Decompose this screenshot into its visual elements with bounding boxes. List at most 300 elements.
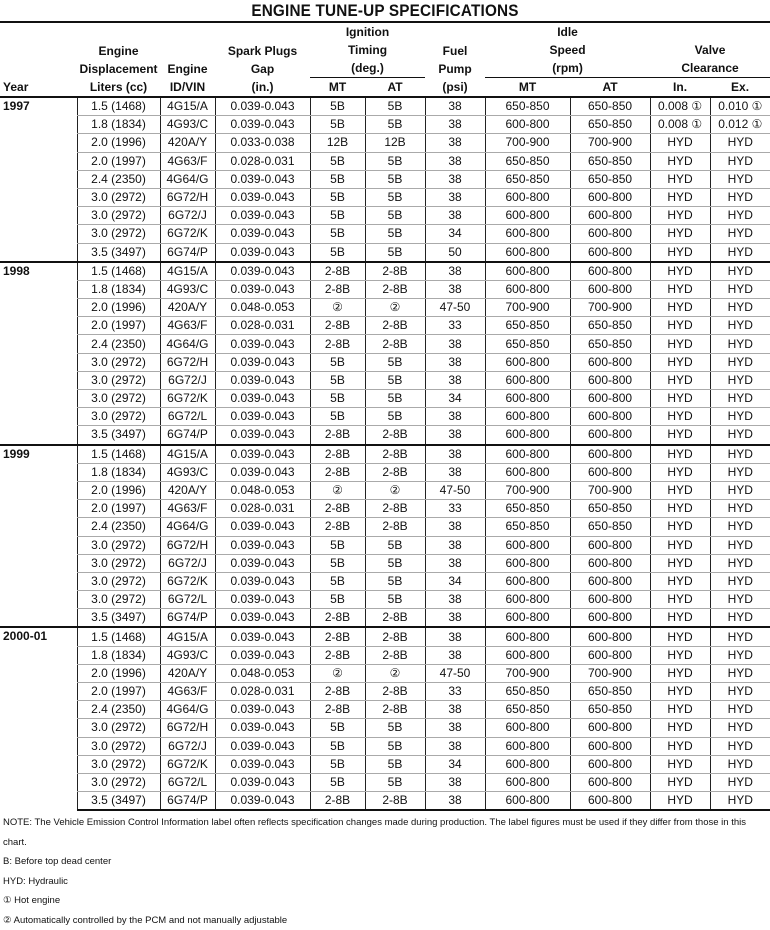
table-row	[0, 225, 770, 243]
engine-id-cell: 6G72/H	[160, 536, 215, 554]
spark-gap-cell: 0.039-0.043	[215, 243, 310, 262]
table-row	[0, 371, 770, 389]
engine-id-cell: 4G63/F	[160, 317, 215, 335]
displacement-cell: 3.0 (2972)	[77, 390, 160, 408]
timing-at-cell: 5B	[365, 225, 425, 243]
valve-in-cell: HYD	[650, 408, 710, 426]
year-cell: 1997	[0, 97, 77, 262]
idle-at-cell: 600-800	[570, 445, 650, 464]
displacement-cell: 1.5 (1468)	[77, 262, 160, 281]
valve-in-cell: HYD	[650, 299, 710, 317]
engine-id-cell: 6G72/L	[160, 591, 215, 609]
valve-ex-cell: HYD	[710, 554, 770, 572]
engine-id-cell: 4G64/G	[160, 170, 215, 188]
idle-at-cell: 600-800	[570, 262, 650, 281]
valve-ex-cell: HYD	[710, 426, 770, 445]
idle-mt-cell: 650-850	[485, 500, 570, 518]
idle-mt-cell: 600-800	[485, 390, 570, 408]
displacement-cell: 3.0 (2972)	[77, 536, 160, 554]
table-row	[0, 170, 770, 188]
timing-mt-cell: ②	[310, 481, 365, 499]
idle-mt-cell: 650-850	[485, 518, 570, 536]
timing-at-cell: 5B	[365, 188, 425, 206]
engine-id-cell: 6G74/P	[160, 426, 215, 445]
idle-mt-cell: 600-800	[485, 262, 570, 281]
valve-ex-cell: HYD	[710, 408, 770, 426]
idle-at-cell: 600-800	[570, 390, 650, 408]
fuel-pump-cell: 47-50	[425, 299, 485, 317]
fuel-pump-cell: 38	[425, 609, 485, 628]
table-row	[0, 262, 770, 281]
engine-id-cell: 6G72/J	[160, 554, 215, 572]
timing-at-cell: 5B	[365, 755, 425, 773]
spark-gap-cell: 0.039-0.043	[215, 97, 310, 116]
idle-mt-cell: 600-800	[485, 773, 570, 791]
displacement-cell: 1.8 (1834)	[77, 116, 160, 134]
valve-in-cell: HYD	[650, 683, 710, 701]
idle-mt-cell: 600-800	[485, 737, 570, 755]
fuel-pump-cell: 38	[425, 591, 485, 609]
spark-gap-cell: 0.039-0.043	[215, 262, 310, 281]
displacement-cell: 2.0 (1996)	[77, 664, 160, 682]
spark-gap-cell: 0.039-0.043	[215, 207, 310, 225]
displacement-cell: 3.0 (2972)	[77, 207, 160, 225]
timing-at-cell: 2-8B	[365, 792, 425, 811]
valve-in-cell: HYD	[650, 317, 710, 335]
fuel-pump-cell: 33	[425, 500, 485, 518]
valve-ex-cell: HYD	[710, 737, 770, 755]
table-row	[0, 591, 770, 609]
valve-in-cell: HYD	[650, 591, 710, 609]
displacement-cell: 1.5 (1468)	[77, 627, 160, 646]
displacement-cell: 3.0 (2972)	[77, 554, 160, 572]
spark-gap-cell: 0.039-0.043	[215, 792, 310, 811]
engine-id-cell: 6G72/J	[160, 371, 215, 389]
idle-mt-cell: 600-800	[485, 445, 570, 464]
idle-mt-cell: 600-800	[485, 792, 570, 811]
valve-ex-cell: HYD	[710, 518, 770, 536]
timing-mt-cell: 5B	[310, 225, 365, 243]
table-row	[0, 719, 770, 737]
fuel-pump-cell: 34	[425, 755, 485, 773]
displacement-cell: 3.0 (2972)	[77, 737, 160, 755]
fuel-pump-cell: 47-50	[425, 664, 485, 682]
fuel-pump-cell: 38	[425, 408, 485, 426]
fuel-pump-cell: 38	[425, 737, 485, 755]
valve-ex-cell: HYD	[710, 371, 770, 389]
valve-ex-cell: 0.012 ①	[710, 116, 770, 134]
displacement-cell: 3.0 (2972)	[77, 371, 160, 389]
valve-in-cell: HYD	[650, 792, 710, 811]
fuel-pump-cell: 38	[425, 792, 485, 811]
timing-mt-cell: 5B	[310, 371, 365, 389]
valve-in-cell: HYD	[650, 664, 710, 682]
idle-mt-cell: 600-800	[485, 463, 570, 481]
displacement-cell: 3.0 (2972)	[77, 225, 160, 243]
spark-gap-cell: 0.039-0.043	[215, 463, 310, 481]
idle-mt-cell: 700-900	[485, 481, 570, 499]
displacement-cell: 2.0 (1997)	[77, 500, 160, 518]
table-row	[0, 207, 770, 225]
timing-at-cell: 2-8B	[365, 701, 425, 719]
valve-ex-cell: HYD	[710, 317, 770, 335]
displacement-cell: 3.0 (2972)	[77, 719, 160, 737]
page-title: ENGINE TUNE-UP SPECIFICATIONS	[251, 1, 519, 20]
timing-mt-cell: 5B	[310, 554, 365, 572]
spark-gap-cell: 0.039-0.043	[215, 445, 310, 464]
timing-at-cell: 2-8B	[365, 683, 425, 701]
spark-gap-cell: 0.039-0.043	[215, 371, 310, 389]
idle-at-cell: 600-800	[570, 554, 650, 572]
idle-mt-cell: 650-850	[485, 335, 570, 353]
idle-mt-cell: 600-800	[485, 719, 570, 737]
spark-gap-cell: 0.039-0.043	[215, 646, 310, 664]
idle-at-cell: 600-800	[570, 371, 650, 389]
valve-in-cell: HYD	[650, 280, 710, 298]
idle-mt-cell: 600-800	[485, 408, 570, 426]
fuel-pump-cell: 47-50	[425, 481, 485, 499]
fuel-pump-cell: 33	[425, 317, 485, 335]
timing-at-cell: 5B	[365, 371, 425, 389]
table-row	[0, 152, 770, 170]
idle-at-cell: 650-850	[570, 683, 650, 701]
valve-in-cell: HYD	[650, 719, 710, 737]
idle-at-cell: 650-850	[570, 701, 650, 719]
idle-at-cell: 600-800	[570, 463, 650, 481]
valve-in-cell: HYD	[650, 646, 710, 664]
idle-mt-cell: 600-800	[485, 116, 570, 134]
displacement-cell: 2.0 (1996)	[77, 299, 160, 317]
note-general: NOTE: The Vehicle Emission Control Information label often reflects specification changes made during production. The label figures must be used if they differ from those in this chart.	[3, 817, 746, 848]
idle-mt-cell: 600-800	[485, 572, 570, 590]
idle-at-cell: 600-800	[570, 188, 650, 206]
displacement-cell: 3.5 (3497)	[77, 426, 160, 445]
displacement-cell: 2.4 (2350)	[77, 701, 160, 719]
idle-at-cell: 650-850	[570, 116, 650, 134]
table-row	[0, 773, 770, 791]
spark-gap-cell: 0.048-0.053	[215, 299, 310, 317]
spark-gap-cell: 0.048-0.053	[215, 664, 310, 682]
displacement-cell: 3.0 (2972)	[77, 188, 160, 206]
table-row	[0, 518, 770, 536]
displacement-cell: 3.0 (2972)	[77, 572, 160, 590]
displacement-cell: 3.0 (2972)	[77, 755, 160, 773]
timing-mt-cell: 2-8B	[310, 280, 365, 298]
valve-ex-cell: HYD	[710, 207, 770, 225]
idle-at-cell: 700-900	[570, 299, 650, 317]
idle-at-cell: 600-800	[570, 536, 650, 554]
timing-at-cell: 2-8B	[365, 646, 425, 664]
table-row	[0, 299, 770, 317]
timing-mt-cell: 2-8B	[310, 609, 365, 628]
idle-at-cell: 600-800	[570, 773, 650, 791]
timing-mt-cell: 5B	[310, 353, 365, 371]
header-gap: Spark Plugs Gap (in.)	[215, 23, 310, 97]
engine-id-cell: 4G93/C	[160, 463, 215, 481]
header-valve-ex: Ex.	[710, 78, 770, 98]
table-row	[0, 335, 770, 353]
valve-ex-cell: HYD	[710, 134, 770, 152]
header-idle-mt: MT	[485, 78, 570, 98]
engine-id-cell: 6G72/J	[160, 737, 215, 755]
engine-id-cell: 6G72/K	[160, 572, 215, 590]
year-cell: 2000-01	[0, 627, 77, 810]
engine-id-cell: 6G72/L	[160, 773, 215, 791]
fuel-pump-cell: 38	[425, 773, 485, 791]
timing-mt-cell: 2-8B	[310, 500, 365, 518]
fuel-pump-cell: 38	[425, 719, 485, 737]
idle-at-cell: 600-800	[570, 426, 650, 445]
spark-gap-cell: 0.039-0.043	[215, 737, 310, 755]
engine-id-cell: 4G15/A	[160, 97, 215, 116]
displacement-cell: 3.0 (2972)	[77, 353, 160, 371]
timing-mt-cell: 2-8B	[310, 627, 365, 646]
idle-at-cell: 600-800	[570, 627, 650, 646]
timing-at-cell: ②	[365, 664, 425, 682]
timing-at-cell: 2-8B	[365, 518, 425, 536]
note-pcm: ② Automatically controlled by the PCM and not manually adjustable	[3, 914, 288, 926]
idle-mt-cell: 600-800	[485, 353, 570, 371]
timing-at-cell: 5B	[365, 536, 425, 554]
idle-at-cell: 650-850	[570, 152, 650, 170]
valve-ex-cell: HYD	[710, 646, 770, 664]
timing-mt-cell: 2-8B	[310, 445, 365, 464]
idle-at-cell: 700-900	[570, 481, 650, 499]
valve-in-cell: HYD	[650, 426, 710, 445]
idle-mt-cell: 600-800	[485, 207, 570, 225]
timing-at-cell: 2-8B	[365, 317, 425, 335]
table-row	[0, 554, 770, 572]
timing-at-cell: 5B	[365, 243, 425, 262]
timing-mt-cell: 5B	[310, 773, 365, 791]
fuel-pump-cell: 38	[425, 170, 485, 188]
engine-id-cell: 6G72/H	[160, 719, 215, 737]
valve-in-cell: HYD	[650, 572, 710, 590]
idle-mt-cell: 600-800	[485, 554, 570, 572]
fuel-pump-cell: 38	[425, 134, 485, 152]
valve-in-cell: HYD	[650, 134, 710, 152]
valve-in-cell: HYD	[650, 737, 710, 755]
fuel-pump-cell: 38	[425, 280, 485, 298]
valve-ex-cell: HYD	[710, 500, 770, 518]
table-row	[0, 390, 770, 408]
idle-mt-cell: 700-900	[485, 134, 570, 152]
displacement-cell: 3.0 (2972)	[77, 773, 160, 791]
valve-in-cell: HYD	[650, 188, 710, 206]
engine-id-cell: 420A/Y	[160, 134, 215, 152]
valve-in-cell: HYD	[650, 225, 710, 243]
timing-at-cell: 5B	[365, 408, 425, 426]
timing-mt-cell: 5B	[310, 719, 365, 737]
timing-mt-cell: 2-8B	[310, 683, 365, 701]
valve-in-cell: HYD	[650, 445, 710, 464]
timing-mt-cell: 2-8B	[310, 463, 365, 481]
timing-mt-cell: 5B	[310, 408, 365, 426]
fuel-pump-cell: 33	[425, 683, 485, 701]
idle-at-cell: 600-800	[570, 792, 650, 811]
spark-gap-cell: 0.039-0.043	[215, 701, 310, 719]
idle-mt-cell: 600-800	[485, 243, 570, 262]
valve-ex-cell: HYD	[710, 225, 770, 243]
spark-gap-cell: 0.039-0.043	[215, 390, 310, 408]
idle-at-cell: 650-850	[570, 500, 650, 518]
timing-at-cell: 5B	[365, 773, 425, 791]
engine-id-cell: 4G63/F	[160, 152, 215, 170]
displacement-cell: 3.5 (3497)	[77, 609, 160, 628]
idle-at-cell: 600-800	[570, 737, 650, 755]
fuel-pump-cell: 38	[425, 554, 485, 572]
valve-in-cell: HYD	[650, 701, 710, 719]
spark-gap-cell: 0.039-0.043	[215, 170, 310, 188]
table-row	[0, 97, 770, 116]
timing-mt-cell: 2-8B	[310, 317, 365, 335]
valve-in-cell: HYD	[650, 353, 710, 371]
note-b: B: Before top dead center	[3, 856, 112, 868]
timing-at-cell: 2-8B	[365, 426, 425, 445]
note-hyd: HYD: Hydraulic	[3, 875, 68, 887]
idle-mt-cell: 650-850	[485, 170, 570, 188]
fuel-pump-cell: 38	[425, 445, 485, 464]
idle-mt-cell: 600-800	[485, 591, 570, 609]
fuel-pump-cell: 38	[425, 536, 485, 554]
valve-ex-cell: HYD	[710, 719, 770, 737]
idle-at-cell: 600-800	[570, 609, 650, 628]
table-row	[0, 481, 770, 499]
engine-id-cell: 420A/Y	[160, 481, 215, 499]
timing-mt-cell: 2-8B	[310, 335, 365, 353]
idle-at-cell: 650-850	[570, 170, 650, 188]
timing-mt-cell: 5B	[310, 207, 365, 225]
valve-ex-cell: HYD	[710, 280, 770, 298]
engine-id-cell: 6G72/K	[160, 390, 215, 408]
idle-mt-cell: 600-800	[485, 371, 570, 389]
header-valve-in: In.	[650, 78, 710, 98]
table-row	[0, 627, 770, 646]
table-row	[0, 243, 770, 262]
timing-at-cell: 2-8B	[365, 280, 425, 298]
valve-ex-cell: HYD	[710, 627, 770, 646]
spark-gap-cell: 0.039-0.043	[215, 627, 310, 646]
spark-gap-cell: 0.039-0.043	[215, 536, 310, 554]
spark-gap-cell: 0.039-0.043	[215, 609, 310, 628]
idle-at-cell: 600-800	[570, 225, 650, 243]
timing-at-cell: 2-8B	[365, 445, 425, 464]
engine-id-cell: 4G64/G	[160, 335, 215, 353]
valve-in-cell: HYD	[650, 335, 710, 353]
displacement-cell: 1.8 (1834)	[77, 280, 160, 298]
idle-mt-cell: 600-800	[485, 188, 570, 206]
spark-gap-cell: 0.039-0.043	[215, 225, 310, 243]
valve-ex-cell: HYD	[710, 188, 770, 206]
displacement-cell: 3.5 (3497)	[77, 792, 160, 811]
table-row	[0, 536, 770, 554]
engine-id-cell: 4G93/C	[160, 280, 215, 298]
valve-ex-cell: HYD	[710, 152, 770, 170]
spark-gap-cell: 0.033-0.038	[215, 134, 310, 152]
spark-gap-cell: 0.028-0.031	[215, 500, 310, 518]
idle-at-cell: 600-800	[570, 591, 650, 609]
displacement-cell: 2.4 (2350)	[77, 335, 160, 353]
timing-at-cell: ②	[365, 299, 425, 317]
timing-mt-cell: 12B	[310, 134, 365, 152]
timing-at-cell: 5B	[365, 170, 425, 188]
table-row	[0, 646, 770, 664]
valve-in-cell: HYD	[650, 243, 710, 262]
engine-id-cell: 6G74/P	[160, 243, 215, 262]
spark-gap-cell: 0.039-0.043	[215, 554, 310, 572]
valve-ex-cell: HYD	[710, 262, 770, 281]
table-row	[0, 426, 770, 445]
table-row	[0, 317, 770, 335]
idle-mt-cell: 600-800	[485, 280, 570, 298]
engine-id-cell: 4G15/A	[160, 445, 215, 464]
fuel-pump-cell: 34	[425, 572, 485, 590]
timing-at-cell: 5B	[365, 207, 425, 225]
idle-mt-cell: 600-800	[485, 755, 570, 773]
valve-in-cell: HYD	[650, 609, 710, 628]
timing-at-cell: ②	[365, 481, 425, 499]
spark-gap-cell: 0.039-0.043	[215, 188, 310, 206]
valve-ex-cell: HYD	[710, 170, 770, 188]
timing-mt-cell: 5B	[310, 737, 365, 755]
valve-ex-cell: HYD	[710, 591, 770, 609]
displacement-cell: 2.4 (2350)	[77, 170, 160, 188]
engine-id-cell: 4G63/F	[160, 683, 215, 701]
valve-in-cell: HYD	[650, 755, 710, 773]
table-row	[0, 683, 770, 701]
header-timing-at: AT	[365, 78, 425, 98]
idle-mt-cell: 700-900	[485, 299, 570, 317]
table-row	[0, 353, 770, 371]
engine-id-cell: 6G72/L	[160, 408, 215, 426]
spec-table	[0, 23, 770, 811]
engine-id-cell: 6G74/P	[160, 792, 215, 811]
valve-ex-cell: HYD	[710, 353, 770, 371]
year-cell: 1998	[0, 262, 77, 445]
timing-mt-cell: 5B	[310, 152, 365, 170]
valve-ex-cell: HYD	[710, 463, 770, 481]
table-row	[0, 134, 770, 152]
displacement-cell: 2.4 (2350)	[77, 518, 160, 536]
timing-mt-cell: 5B	[310, 170, 365, 188]
timing-mt-cell: 5B	[310, 591, 365, 609]
timing-mt-cell: 5B	[310, 116, 365, 134]
fuel-pump-cell: 38	[425, 207, 485, 225]
timing-at-cell: 2-8B	[365, 609, 425, 628]
idle-at-cell: 600-800	[570, 280, 650, 298]
spark-gap-cell: 0.048-0.053	[215, 481, 310, 499]
displacement-cell: 1.5 (1468)	[77, 97, 160, 116]
idle-at-cell: 600-800	[570, 719, 650, 737]
fuel-pump-cell: 38	[425, 518, 485, 536]
idle-mt-cell: 650-850	[485, 97, 570, 116]
table-row	[0, 188, 770, 206]
header-timing: Ignition Timing (deg.)	[345, 25, 390, 75]
fuel-pump-cell: 38	[425, 353, 485, 371]
idle-mt-cell: 650-850	[485, 683, 570, 701]
fuel-pump-cell: 38	[425, 188, 485, 206]
engine-id-cell: 6G74/P	[160, 609, 215, 628]
engine-id-cell: 4G93/C	[160, 116, 215, 134]
header-engine: Engine ID/VIN	[160, 23, 215, 97]
fuel-pump-cell: 38	[425, 262, 485, 281]
valve-in-cell: HYD	[650, 500, 710, 518]
fuel-pump-cell: 38	[425, 463, 485, 481]
spark-gap-cell: 0.039-0.043	[215, 572, 310, 590]
valve-ex-cell: HYD	[710, 701, 770, 719]
displacement-cell: 3.5 (3497)	[77, 243, 160, 262]
fuel-pump-cell: 38	[425, 646, 485, 664]
